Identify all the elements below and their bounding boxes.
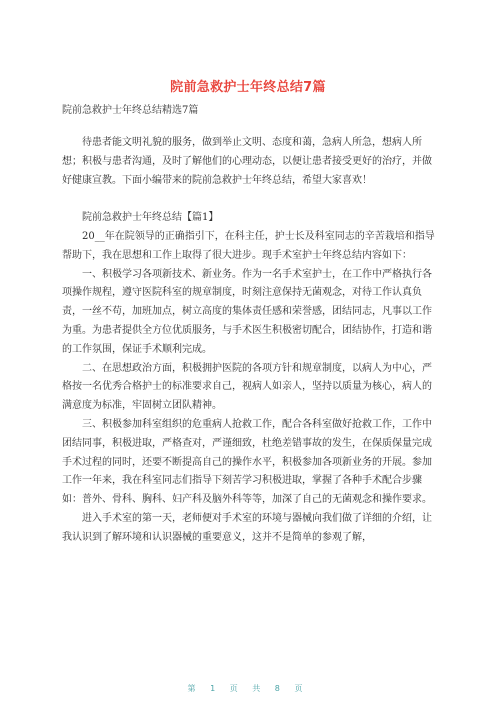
document-body [62, 134, 438, 548]
body-paragraph-3: 二、在思想政治方面，积极拥护医院的各项方针和规章制度，以病人为中心，严格按一名优秀合格护士的标准要求自己，视病人如亲人，坚持以质量为核心，病人的满意度为标准，牢固树立团队精神。 [62, 362, 432, 412]
page-number-footer: 第 1 页 共 8 页 [187, 684, 309, 693]
body-paragraph-2: 一、积极学习各项新技术、新业务。作为一名手术室护士，在工作中严格执行各项操作规程，遵守医院科室的规章制度，时刻注意保持无菌观念，对待工作认真负责，一丝不苟，加班加点，树立高度的集体责任感和荣誉感，团结同志，凡事以工作为重。为患者提供全方位优质服务，与手术医生积极密切配合，团结协作，打造和谐的工作氛围，保证手术顺利完成。 [62, 268, 432, 355]
section-heading: 院前急救护士年终总结【篇1】 [82, 212, 219, 224]
document-title: 院前急救护士年终总结7篇 [170, 80, 326, 95]
document-subtitle: 院前急救护士年终总结精选7篇 [62, 105, 199, 116]
body-paragraph-4: 三、积极参加科室组织的危重病人抢救工作，配合各科室做好抢救工作，工作中团结同事，积极进取，严格查对，严谨细致，杜绝差错事故的发生，在保质保量完成手术过程的同时，还要不断提高自己的操作水平，积极参加各项新业务的开展。参加工作一年来，我在科室同志们指导下刻苦学习积极进取，掌握了各种手术配合步骤如：普外、骨科、胸科、妇产科及脑外科等等，加深了自己的无菌观念和操作要求。 [62, 418, 432, 506]
body-paragraph-1: 20__年在院领导的正确指引下，在科主任，护士长及科室同志的辛苦栽培和指导帮助下，我在思想和工作上取得了很大进步。现手术室护士年终总结内容如下： [62, 230, 435, 261]
body-paragraph-5: 进入手术室的第一天，老师便对手术室的环境与器械向我们做了详细的介绍，让我认识到了解环境和认识器械的重要意义，这并不是简单的参观了解， [62, 512, 432, 543]
intro-paragraph: 待患者能文明礼貌的服务，做到举止文明、态度和蔼，急病人所急，想病人所想；积极与患者沟通，及时了解他们的心理动态，以便让患者接受更好的治疗，并做好健康宣教。下面小编带来的院前急救护士年终总结，希望大家喜欢！ [62, 137, 432, 186]
